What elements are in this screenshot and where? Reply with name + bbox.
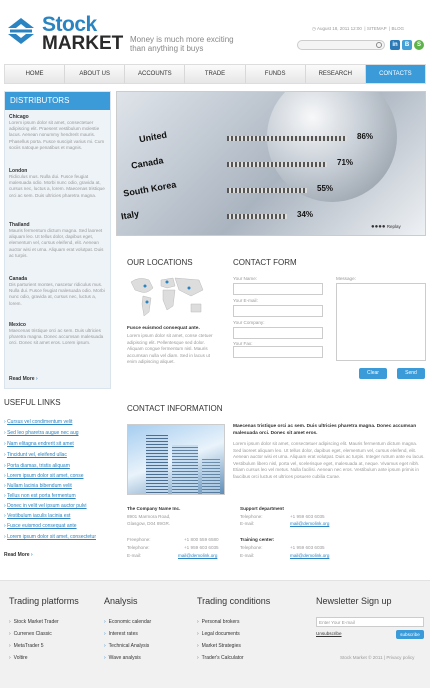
useful-link-label: Lorem ipsum dolor sit amet, conse: [7, 473, 84, 479]
blogger-icon[interactable]: B: [402, 40, 412, 50]
arrow-right-icon: ›: [4, 493, 6, 499]
newsletter-email-input[interactable]: [316, 617, 424, 627]
contact-form-title: CONTACT FORM: [233, 258, 297, 267]
dot-icon[interactable]: ●●●●: [371, 224, 386, 230]
brand-name-bottom[interactable]: MARKET: [42, 33, 124, 54]
nav-about[interactable]: ABOUT US: [65, 65, 125, 83]
footer-link[interactable]: › Legal documents: [197, 631, 240, 637]
subscribe-button[interactable]: subscribe: [396, 630, 424, 639]
email-field[interactable]: [233, 305, 323, 317]
footer-link[interactable]: › Wave analysis: [104, 655, 141, 661]
nav-accounts[interactable]: ACCOUNTS: [125, 65, 185, 83]
footer-link[interactable]: › Stock Market Trader: [9, 619, 59, 625]
distributors-panel: [4, 91, 111, 389]
useful-links-title: USEFUL LINKS: [4, 398, 61, 407]
hero-percent: 55%: [317, 184, 334, 193]
email-label: Your E-mail:: [233, 298, 258, 303]
support-tel: +1 959 603 6035: [290, 514, 325, 519]
useful-link-label: Donec in velit vel ipsum auctor pulvi: [7, 503, 87, 509]
support-email[interactable]: [290, 521, 329, 526]
arrow-right-icon: ›: [4, 441, 6, 447]
sitemap-link[interactable]: SITEMAP: [366, 26, 387, 31]
company-name: The Company Name Inc.: [127, 506, 181, 511]
useful-link[interactable]: [4, 452, 67, 458]
arrow-right-icon: ›: [4, 503, 6, 509]
distributor-text: Dis parturient montes, nascetur ridiculus mus. Nulla dui. Fusce feugiat malesuada odio. Morbi nunc odio, gravida at, cursus nec, luctus a, lorem.: [9, 282, 105, 306]
distributor-item: [9, 168, 109, 199]
unsubscribe-link[interactable]: Unsubscribe: [316, 631, 342, 636]
useful-link-label: Vestibulum iaculis lacinia est: [7, 513, 71, 519]
useful-link[interactable]: [4, 463, 70, 469]
training-email[interactable]: [290, 553, 329, 558]
hero-percent: 71%: [337, 158, 354, 167]
hero-slider[interactable]: [116, 91, 426, 236]
arrow-right-icon: ›: [4, 534, 6, 540]
arrow-right-icon: ›: [4, 473, 6, 479]
hero-label: United: [138, 129, 168, 145]
useful-link-label: Porta diamas, tristis aliquam: [7, 463, 70, 469]
training-email-text[interactable]: mail@demolink.org: [290, 553, 330, 558]
arrow-right-icon: ›: [30, 552, 33, 558]
arrow-right-icon: ›: [4, 463, 6, 469]
clock-icon: ◷: [312, 26, 316, 31]
name-label: Your Name:: [233, 276, 258, 281]
nav-funds[interactable]: FUNDS: [246, 65, 306, 83]
distributor-city: Mexico: [9, 322, 26, 328]
footer-col-title: Trading platforms: [9, 596, 79, 606]
copyright-text: Stock Market © 2011 | Privacy policy: [340, 655, 415, 660]
nav-research[interactable]: RESEARCH: [306, 65, 366, 83]
distributor-item: [9, 114, 109, 151]
contact-info-text: Lorem ipsum dolor sit amet, consectetuer adipiscing elit. Mauris fermentum dictum magna. Sed laoreet aliquam leo. Ut tellus dolor, dapibus eget, elementum vel, cursus eleifend, elit. Aenean auctor wisi et urna. Aliquam erat volutpat. Duis ac turpis. Integer rutrum ante eu lacus. Vestibulum libero nisl, porta vel, scelerisque eget, malesuada at, neque. Vivamus eget nibh. Etiam cursus leo vel metus. Nulla facilisi. Aenean nec eros. Vestibulum ante ipsum primis in faucibus orci luctus et ultrices posuere cubilia Curae.: [233, 441, 425, 479]
read-more-label: Read More: [9, 376, 35, 382]
email-link[interactable]: [178, 553, 217, 558]
date-text: August 18, 2011 12:00: [316, 26, 362, 31]
useful-link[interactable]: [4, 473, 83, 479]
name-field[interactable]: [233, 283, 323, 295]
footer-link[interactable]: › Technical Analysis: [104, 643, 149, 649]
distributor-item: [9, 222, 109, 259]
read-more-label: Read More: [4, 552, 30, 558]
world-map-image: [127, 272, 207, 320]
useful-link[interactable]: [4, 523, 77, 529]
footer-link[interactable]: › Currenex Classic: [9, 631, 52, 637]
useful-link-label: Nam elitagna endrerit sit amet: [7, 441, 74, 447]
email-link-text[interactable]: mail@demolink.org: [178, 553, 218, 558]
nav-contacts[interactable]: CONTACTS: [366, 65, 425, 83]
telephone-label: Telephone:: [127, 545, 150, 550]
fax-label: Your Fax:: [233, 341, 253, 346]
useful-link[interactable]: [4, 534, 96, 540]
top-bar: ◷ August 18, 2011 12:00 | SITEMAP | BLOG: [312, 26, 404, 31]
footer-link[interactable]: › Economic calendar: [104, 619, 151, 625]
footer-link[interactable]: › Personal brokers: [197, 619, 239, 625]
contact-info-title: CONTACT INFORMATION: [127, 404, 223, 413]
nav-home[interactable]: HOME: [5, 65, 65, 83]
arrow-right-icon: ›: [4, 452, 6, 458]
freephone-label: Freephone:: [127, 537, 151, 542]
useful-link[interactable]: [4, 503, 87, 509]
useful-link-label: Tellus non est porta fermentum: [6, 493, 76, 499]
footer-link[interactable]: › Market Strategies: [197, 643, 241, 649]
hero-label: Canada: [130, 155, 165, 171]
arrow-right-icon: ›: [4, 419, 6, 425]
useful-link[interactable]: [4, 513, 70, 519]
useful-link-label: Cursus vel condimentum velit: [7, 419, 73, 425]
footer-col-title: Analysis: [104, 596, 138, 606]
replay-link[interactable]: Replay: [386, 224, 401, 229]
nav-trade[interactable]: TRADE: [185, 65, 245, 83]
distributor-text: Lorem ipsum dolor sit amet, consectetuer adipiscing elit. Praesent vestibulum molestie lacus. Aenean nonummy hendrerit mauris. Phasellus porta. Fusce suscipit varius mi. Cum sociis natoque penatibus et magnis.: [9, 120, 105, 150]
useful-link[interactable]: [4, 419, 72, 425]
locations-text: Lorem ipsum dolor sit amet, conse ctetuer adipiscing elit. Pellentesque sed dolor. Aliquam congue fermentum nisl. Mauris accumsan nulla vel diam. Sed in lacus ut enim adipiscing aliquet.: [127, 333, 213, 364]
send-button[interactable]: Send: [397, 368, 425, 379]
hero-percent: 86%: [357, 132, 374, 141]
arrow-right-icon: ›: [4, 483, 6, 489]
arrow-right-icon: ›: [4, 430, 6, 436]
brand-name-top[interactable]: Stock: [42, 13, 97, 36]
main-nav: [4, 64, 426, 84]
useful-link-label: Fusce euismod consequat ante: [7, 523, 77, 529]
arrow-right-icon: ›: [35, 376, 38, 382]
building-image: [127, 424, 225, 495]
hero-label: South Korea: [122, 179, 177, 199]
footer-col-title: Trading conditions: [197, 596, 271, 606]
company-field[interactable]: [233, 327, 323, 339]
footer-link[interactable]: › MetaTrader 5: [9, 643, 44, 649]
distributor-text: Ridiculus mus. Nulla dui. Fusce feugiat malesuada odio. Morbi nunc odio, gravida at, cursus nec, luctus a, lorem. Maecenas tristique orci ac sem. Duis ultricies pharetra magna.: [9, 174, 105, 198]
blog-link[interactable]: BLOG: [391, 26, 404, 31]
read-more-link[interactable]: [4, 552, 33, 558]
support-title: Support department: [240, 506, 284, 511]
linkedin-icon[interactable]: in: [390, 40, 400, 50]
support-email-label: E-mail:: [240, 521, 255, 526]
footer-link[interactable]: › Trader's Calculator: [197, 655, 244, 661]
search-input[interactable]: [297, 40, 385, 50]
footer-link[interactable]: › Voltire: [9, 655, 28, 661]
message-field[interactable]: [336, 283, 426, 361]
distributor-city: Chicago: [9, 114, 29, 120]
arrow-right-icon: ›: [4, 523, 6, 529]
arrow-right-icon: ›: [4, 513, 6, 519]
contact-info-lead: Maecenas tristique orci ac sem. Duis ultricies pharetra magna. Donec accumsan malesuada orci. Donec sit amet eros.: [233, 424, 417, 436]
useful-link-label: Tincidunt vel, eleifend ullac: [6, 452, 67, 458]
training-email-label: E-mail:: [240, 553, 255, 558]
newsletter-placeholder: Enter Your E-mail: [319, 620, 355, 625]
useful-link-label: Nullam lacinia bibendum velit: [7, 483, 72, 489]
fax-field[interactable]: [233, 346, 323, 358]
distributor-text: Mauris fermentum dictum magna. Sed laoreet aliquam leo. Ut tellus dolor, dapibus eget, elementum vel, cursus eleifend, elit. Aenean auctor wisi et urna. Aliquam erat volutpat. Duis ac turpis.: [9, 228, 104, 258]
skype-icon[interactable]: S: [414, 40, 424, 50]
distributor-item: [9, 276, 109, 307]
hero-percent: 34%: [297, 210, 314, 219]
freephone-value: +1 800 559 6580: [184, 537, 219, 542]
footer-link[interactable]: › Interest rates: [104, 631, 138, 637]
logo-icon: [6, 16, 36, 46]
locations-title: OUR LOCATIONS: [127, 258, 193, 267]
distributors-title: DISTRIBUTORS: [5, 92, 110, 110]
training-tel-label: Telephone:: [240, 545, 263, 550]
support-tel-label: Telephone:: [240, 514, 263, 519]
training-tel: +1 959 603 6035: [290, 545, 325, 550]
telephone-value: +1 959 603 6035: [184, 545, 219, 550]
address-line: 8901 Marmora Road,: [127, 514, 171, 519]
useful-link[interactable]: [4, 441, 74, 447]
slider-pager[interactable]: [371, 224, 401, 230]
address-line: Glasgow, D04 89GR.: [127, 521, 171, 526]
useful-link-label: Lorem ipsum dolor sit amet, consectetur: [7, 534, 96, 540]
distributor-item: [9, 322, 109, 347]
useful-link[interactable]: [4, 493, 76, 499]
distributor-city: London: [9, 168, 28, 174]
tagline: Money is much more exciting than anything it buys: [130, 35, 234, 53]
useful-link[interactable]: [4, 483, 72, 489]
email-label: E-mail:: [127, 553, 142, 558]
search-icon[interactable]: [376, 42, 382, 48]
locations-caption: Fusce euismod consequat ante.: [127, 326, 200, 331]
distributor-text: Maecenas tristique orci ac sem. Duis ultricies pharetra magna. Donec accumsan malesuada orci. Donec sit amet eros. Lorem ipsum.: [9, 328, 104, 346]
training-title: Training center:: [240, 537, 275, 542]
read-more-link[interactable]: [9, 376, 38, 382]
newsletter-title: Newsletter Sign up: [316, 596, 392, 606]
message-label: Message:: [336, 276, 356, 281]
support-email-text[interactable]: mail@demolink.org: [290, 521, 330, 526]
distributor-city: Canada: [9, 276, 28, 282]
useful-link[interactable]: [4, 430, 79, 436]
hero-label: Italy: [120, 208, 140, 222]
distributor-city: Thailand: [9, 222, 30, 228]
clear-button[interactable]: Clear: [359, 368, 387, 379]
company-label: Your Company:: [233, 320, 265, 325]
useful-link-label: Sed leo pharetra augue nec aug: [7, 430, 79, 436]
